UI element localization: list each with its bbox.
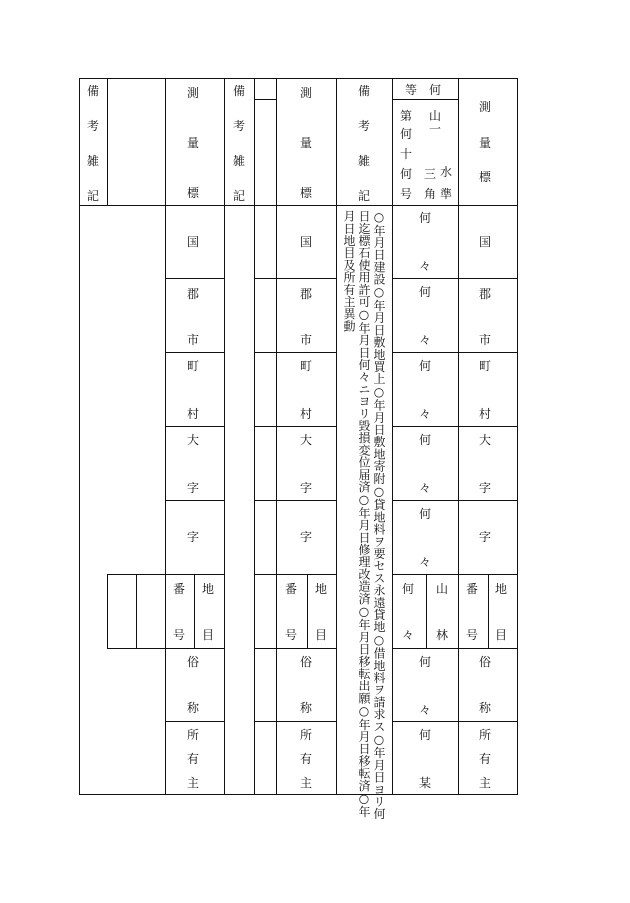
row-rule <box>254 352 336 353</box>
remarks-example-text-col3: 月日地目及所有主異動 <box>342 210 356 332</box>
left-row-lot-number: 号 <box>172 628 185 642</box>
middle-survey-marker-label: 標 <box>299 186 312 200</box>
left-remarks-label: 備 <box>86 84 99 98</box>
col-rule <box>254 78 255 795</box>
right-row-owner: 所 <box>478 728 491 742</box>
grade-col-c: 水 <box>439 165 452 179</box>
right-row-oaza: 大 <box>478 433 491 447</box>
col-rule <box>276 78 277 795</box>
col-rule <box>336 78 337 795</box>
right-row-town-village: 町 <box>478 359 491 373</box>
left-row-common-name: 俗 <box>186 655 199 669</box>
right-row-lot-number: 号 <box>465 628 478 642</box>
col-rule <box>392 78 393 795</box>
value-land-category: 山 <box>435 582 448 596</box>
row-rule <box>392 352 517 353</box>
left-survey-marker-label: 量 <box>186 136 199 150</box>
col-rule <box>194 574 195 649</box>
left-row-owner: 所 <box>186 728 199 742</box>
left-row-town-village: 村 <box>186 407 199 421</box>
middle-row-oaza: 大 <box>299 433 312 447</box>
right-row-common-name: 俗 <box>478 655 491 669</box>
row-rule <box>165 352 224 353</box>
middle-row-prefecture: 国 <box>299 235 312 249</box>
grade-col-a: 何 <box>399 127 412 141</box>
middle-row-county-city: 市 <box>299 333 312 347</box>
row-rule <box>254 574 336 575</box>
value-owner: 何 <box>418 728 431 742</box>
value-town-village: 何 <box>418 359 431 373</box>
middle-remarks-label: 記 <box>232 189 245 203</box>
value-aza: 何 <box>418 507 431 521</box>
grade-col-a: 何 <box>399 167 412 181</box>
middle-row-aza: 字 <box>299 530 312 544</box>
right-row-land-category: 目 <box>494 628 507 642</box>
middle-row-owner: 主 <box>299 776 312 790</box>
col-rule <box>136 574 137 649</box>
value-town-village: 々 <box>418 407 431 421</box>
right-row-town-village: 村 <box>478 407 491 421</box>
middle-row-county-city: 郡 <box>299 287 312 301</box>
row-rule <box>165 426 224 427</box>
right-remarks-label: 考 <box>357 119 370 133</box>
right-row-county-city: 市 <box>478 333 491 347</box>
value-land-category: 林 <box>435 628 448 642</box>
right-remarks-label: 備 <box>357 84 370 98</box>
middle-row-town-village: 村 <box>299 407 312 421</box>
right-row-aza: 字 <box>478 530 491 544</box>
left-row-town-village: 町 <box>186 359 199 373</box>
middle-remarks-label: 雑 <box>232 154 245 168</box>
left-row-county-city: 郡 <box>186 287 199 301</box>
remarks-example-text-col1: ○年月日建設○年月日敷地買上○年月日敷地寄附○貸地料ヲ要セス永遠貸地○借地料ヲ請求ス○年月日ヨリ何 <box>372 210 386 820</box>
left-survey-marker-label: 測 <box>186 86 199 100</box>
left-row-common-name: 称 <box>186 701 199 715</box>
col-rule <box>307 574 308 649</box>
middle-row-common-name: 称 <box>299 701 312 715</box>
row-rule <box>254 278 336 279</box>
row-rule <box>392 574 517 575</box>
row-rule <box>392 500 517 501</box>
value-common-name: 何 <box>418 655 431 669</box>
right-survey-marker-label: 測 <box>478 100 491 114</box>
grade-header-top: 何 <box>428 83 441 97</box>
middle-row-owner: 有 <box>299 752 312 766</box>
value-lot-number: 何 <box>401 582 414 596</box>
value-oaza: 何 <box>418 433 431 447</box>
col-rule <box>517 78 518 795</box>
row-rule <box>392 721 517 722</box>
middle-survey-marker-label: 測 <box>299 86 312 100</box>
col-rule <box>107 574 108 649</box>
middle-row-owner: 所 <box>299 728 312 742</box>
right-row-oaza: 字 <box>478 481 491 495</box>
value-owner: 某 <box>418 776 431 790</box>
value-aza: 々 <box>418 555 431 569</box>
middle-row-lot-number: 号 <box>284 628 297 642</box>
value-prefecture: 々 <box>418 259 431 273</box>
row-rule <box>165 500 224 501</box>
row-rule <box>392 648 517 649</box>
grade-header-top: 等 <box>404 83 417 97</box>
grade-col-b: 角 <box>423 187 436 201</box>
col-rule <box>165 78 166 795</box>
right-row-land-category: 地 <box>494 582 507 596</box>
row-rule <box>254 721 336 722</box>
left-row-oaza: 字 <box>186 481 199 495</box>
left-row-owner: 有 <box>186 752 199 766</box>
col-rule <box>224 78 225 795</box>
right-row-prefecture: 国 <box>478 235 491 249</box>
row-rule <box>254 426 336 427</box>
value-oaza: 々 <box>418 481 431 495</box>
right-survey-marker-label: 標 <box>478 170 491 184</box>
value-common-name: 々 <box>418 703 431 717</box>
left-row-owner: 主 <box>186 776 199 790</box>
grade-col-a: 十 <box>399 147 412 161</box>
right-survey-marker-label: 量 <box>478 136 491 150</box>
middle-remarks-label: 考 <box>232 119 245 133</box>
grade-col-b: 三 <box>423 167 436 181</box>
grade-col-c: 準 <box>439 187 452 201</box>
left-row-oaza: 大 <box>186 433 199 447</box>
middle-row-land-category: 地 <box>314 582 327 596</box>
grade-col-a: 号 <box>399 187 412 201</box>
value-prefecture: 何 <box>418 211 431 225</box>
col-rule <box>79 78 80 795</box>
col-rule <box>488 574 489 649</box>
right-remarks-label: 雑 <box>357 154 370 168</box>
row-rule <box>392 426 517 427</box>
left-row-prefecture: 国 <box>186 235 199 249</box>
right-row-owner: 主 <box>478 776 491 790</box>
grade-col-b: 山 <box>428 109 441 123</box>
row-rule <box>254 648 336 649</box>
right-row-common-name: 称 <box>478 701 491 715</box>
left-row-aza: 字 <box>186 530 199 544</box>
row-rule <box>165 278 224 279</box>
left-survey-marker-label: 標 <box>186 186 199 200</box>
value-county-city: 々 <box>418 333 431 347</box>
right-row-lot-number: 番 <box>465 582 478 596</box>
rule-bottom <box>79 794 517 795</box>
middle-row-oaza: 字 <box>299 481 312 495</box>
middle-row-land-category: 目 <box>314 628 327 642</box>
rule-header-bottom <box>79 205 517 206</box>
col-rule <box>458 78 459 795</box>
right-row-county-city: 郡 <box>478 287 491 301</box>
remarks-example-text-col2: 日迄標石使用許可○年月日何々ニヨリ毀損変位届済○年月日修理改造済○年月日移転出願○年月日移転済○年 <box>357 210 371 818</box>
middle-remarks-label: 備 <box>232 84 245 98</box>
row-rule <box>392 278 517 279</box>
rule-header-sub <box>254 99 276 100</box>
left-row-county-city: 市 <box>186 333 199 347</box>
value-county-city: 何 <box>418 285 431 299</box>
rule-top <box>79 78 517 79</box>
right-row-owner: 有 <box>478 752 491 766</box>
value-lot-number: 々 <box>401 628 414 642</box>
middle-row-lot-number: 番 <box>284 582 297 596</box>
left-row-lot-number: 番 <box>172 582 185 596</box>
row-rule <box>254 500 336 501</box>
grade-col-a: 第 <box>399 109 412 123</box>
middle-row-town-village: 町 <box>299 359 312 373</box>
left-row-land-category: 地 <box>201 582 214 596</box>
col-rule <box>107 78 108 206</box>
left-remarks-label: 雑 <box>86 154 99 168</box>
right-remarks-label: 記 <box>357 189 370 203</box>
grade-col-b: 一 <box>428 122 441 136</box>
middle-survey-marker-label: 量 <box>299 136 312 150</box>
col-rule <box>426 574 427 649</box>
middle-row-common-name: 俗 <box>299 655 312 669</box>
left-remarks-label: 記 <box>86 189 99 203</box>
row-rule <box>165 721 224 722</box>
rule-header-sub <box>392 99 458 100</box>
left-remarks-label: 考 <box>86 119 99 133</box>
left-row-land-category: 目 <box>201 628 214 642</box>
